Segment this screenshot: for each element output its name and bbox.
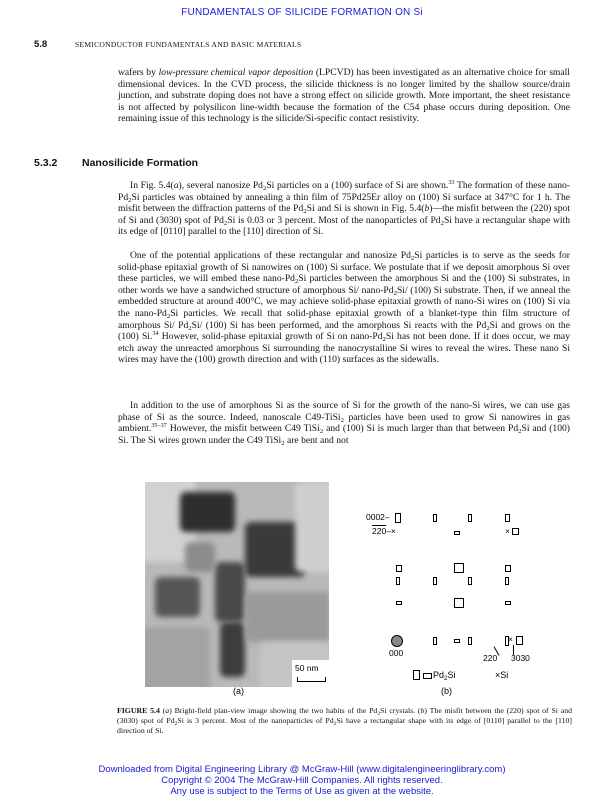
pd2si-spot [395,513,401,523]
origin-spot [391,635,403,647]
panel-a-label: (a) [233,686,244,696]
panel-b-label: (b) [441,686,452,696]
footer-terms[interactable]: Any use is subject to the Terms of Use as given at the website. [170,786,434,797]
pd2si-spot [396,601,402,605]
pd2si-spot [454,531,460,535]
pd2si-spot [433,637,437,645]
body-paragraph-3: In addition to the use of amorphous Si as the source of Si for the growth of the nano-Si wires, we can use gas phase of Si as the source. Indeed, nanoscale C49-TiSi$_2$ particles have been used to grow Si nanowires in gas ambient.$^{35-37}$ However, the misfit between C49 TiSi$_2$ and (100) Si is much larger than that between $Pd_2Si$ and (100) Si. The Si wires grown under the C49 TiSi$_2$ are bent and not [118,400,570,447]
scale-bar-label: 50 nm [295,663,319,673]
body-paragraph-1: In Fig. 5.4(a), several nanosize $Pd_2Si$ particles on a (100) surface of Si are shown.$^{33}$ The formation of these nano-$Pd_2Si$ particles was obtained by annealing a thin film of 75Pd25Er alloy on (100) Si surface at 347°C for 1 h. The misfit between the diffraction patterns of the $Pd_2Si$ and Si is shown in Fig. 5.4(b)—the misfit between the (220) spot of Si and (3030) spot of $Pd_2Si$ is 0.03 or 3 percent. Most of the nanoparticles of $Pd_2Si$ have a rectangular shape with its edge of [0110] parallel to the [110] direction of Si. [118,179,570,238]
label-220-bottom: 220 [483,653,498,663]
section-number: 5.3.2 [34,157,58,169]
label-3030: 3030 [511,653,530,663]
pd2si-spot [512,528,519,535]
pd2si-spot [454,563,464,573]
top-banner: FUNDAMENTALS OF SILICIDE FORMATION ON Si [181,7,423,18]
pd2si-spot [433,514,437,522]
intro-paragraph: wafers by low-pressure chemical vapor deposition (LPCVD) has been investigated as an alternative choice for small dimensional devices. In the CVD process, the silicide thickness is no longer limited by the shallow source/drain junction, and substrate doping does not have a strong effect on silicide growth. More important, the sheet resistance is not affected by polysilicon line-width because the formation of the C54 phase occurs during deposition. One remaining issue of this technology is the silicide/Si-specific contact resistivity. [118,67,570,125]
si-spot: × [508,634,513,644]
pd2si-spot [468,514,472,522]
diffraction-pattern [355,505,555,685]
pd2si-spot [505,601,511,605]
pd2si-spot [505,565,511,572]
footer-download-link[interactable]: Downloaded from Digital Engineering Library @ McGraw-Hill (www.digitalengineeringlibrary.com) [98,764,506,775]
pd2si-spot [396,565,402,572]
legend-pd2si-swatch [413,670,420,680]
label-0002: 0002– [366,512,390,522]
footer-copyright: Copyright © 2004 The McGraw-Hill Companies. All rights reserved. [161,775,443,786]
micrograph-image [145,482,329,687]
si-spot: × [505,526,510,536]
page-number: 5.8 [34,39,48,50]
legend-pd2si: $Pd_2Si$ [433,670,456,682]
scale-bar [297,677,326,682]
body-paragraph-2: One of the potential applications of these rectangular and nanosize $Pd_2Si$ particles is to serve as the seeds for solid-phase epitaxial growth of Si nanowires on (100) Si surface. We postulate that if we deposit amorphous Si over these particles, we will embed these nano-$Pd_2Si$ particles between the amorphous Si and the (100) Si substrates, in other words we have a sandwiched structure of amorphous Si/ nano-$Pd_2Si/$ (100) Si substrate. Then, if we anneal the embedded structure at around 400°C, we may achieve solid-phase epitaxial growth of nano-Si wires on (100) Si via the nano-$Pd_2Si$ particles. We recall that solid-phase epitaxial growth of a blanket-type thin film structure of amorphous Si/ $Pd_2Si/$ (100) Si has been performed, and the amorphous Si reacts with the $Pd_2Si$ and grows on the (100) Si.$^{34}$ However, solid-phase epitaxial growth of Si on nano-$Pd_2Si$ has not been done. If it does occur, we may etch away the unreacted amorphous Si surrounding the nanocrystalline Si wires to reveal the wires. These nano Si wires may have the (100) growth direction and with (110) surfaces as the sidewalls. [118,250,571,366]
legend-pd2si-swatch [423,673,432,679]
section-title: Nanosilicide Formation [82,157,199,169]
figure-caption: FIGURE 5.4 (a) Bright-field plan-view image showing the two habits of the $Pd_2Si$ crystals. (b) The misfit between the (220) spot of Si and (3030) spot of $Pd_2Si$ is 3 percent. Most of the nanoparticles of $Pd_2Si$ have a rectangular shape with its edge of [0110] parallel to the [110] direction of Si. [117,706,573,735]
pd2si-spot [454,639,460,643]
pd2si-spot [454,598,464,608]
running-head: SEMICONDUCTOR FUNDAMENTALS AND BASIC MATERIALS [75,40,302,49]
pd2si-spot [396,577,400,585]
pd2si-spot [505,577,509,585]
pd2si-spot [468,577,472,585]
label-000: 000 [389,648,404,658]
legend-si: ×Si [495,670,509,680]
pd2si-spot [468,637,472,645]
pd2si-spot [516,636,523,645]
pd2si-spot [505,514,510,522]
pd2si-spot [433,577,437,585]
label-220: 220–× [372,526,396,536]
